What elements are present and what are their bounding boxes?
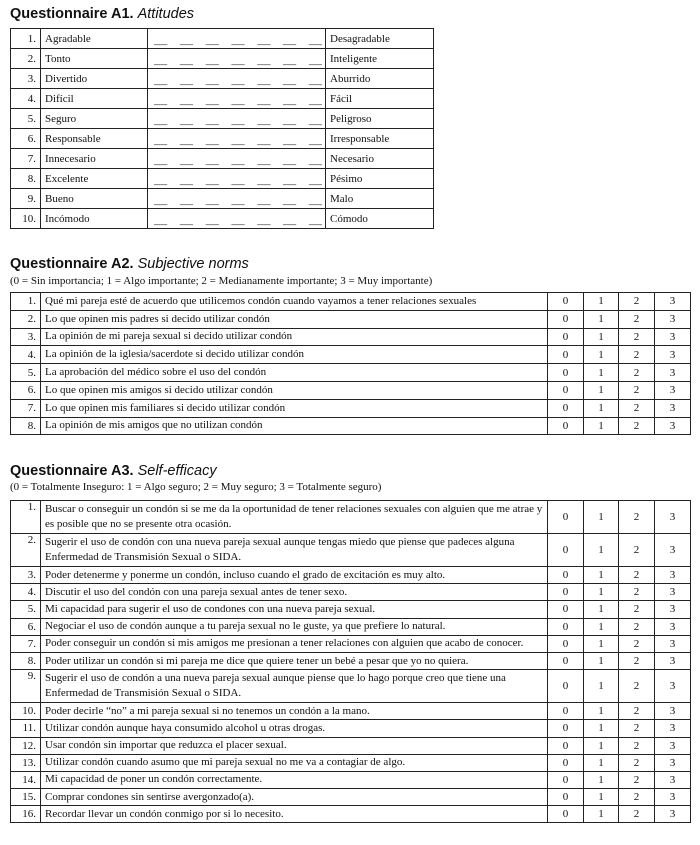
item-text: Poder detenerme y ponerme un condón, incluso cuando el grado de excitación es muy alto.: [41, 567, 548, 584]
score-option-3[interactable]: 3: [655, 328, 691, 346]
table-row: [11, 534, 691, 567]
item-number: 5.: [11, 601, 41, 618]
item-number: 14.: [11, 771, 41, 788]
score-option-2[interactable]: 2: [619, 381, 655, 399]
score-option-2[interactable]: 2: [619, 310, 655, 328]
item-text: Mi capacidad de poner un condón correctamente.: [41, 771, 548, 788]
a2-subjective-norms-table: [10, 292, 691, 435]
item-text: La opinión de la iglesia/sacerdote si decido utilizar condón: [41, 346, 548, 364]
score-option-1[interactable]: 1: [584, 584, 619, 601]
table-row: [11, 670, 691, 703]
item-text: La aprobación del médico sobre el uso del condón: [41, 364, 548, 382]
score-option-0[interactable]: 0: [548, 534, 584, 567]
item-text: Negociar el uso de condón aunque a tu pareja sexual no le guste, ya que prefiere lo natural.: [41, 618, 548, 635]
rating-blanks[interactable]: __ __ __ __ __ __ __: [148, 89, 326, 109]
item-number: 15.: [11, 789, 41, 806]
right-anchor: Cómodo: [326, 209, 434, 229]
score-option-3[interactable]: 3: [655, 737, 691, 754]
item-number: 1.: [11, 29, 41, 49]
score-option-2[interactable]: 2: [619, 806, 655, 823]
score-option-0[interactable]: 0: [548, 381, 584, 399]
right-anchor: Irresponsable: [326, 129, 434, 149]
table-row: [11, 618, 691, 635]
table-row: [11, 189, 434, 209]
score-option-2[interactable]: 2: [619, 584, 655, 601]
score-option-0[interactable]: 0: [548, 806, 584, 823]
left-anchor: Divertido: [41, 69, 148, 89]
item-number: 9.: [11, 670, 41, 703]
score-option-1[interactable]: 1: [584, 501, 619, 534]
a3-title-bold: Questionnaire A3.: [10, 463, 134, 479]
left-anchor: Excelente: [41, 169, 148, 189]
score-option-2[interactable]: 2: [619, 417, 655, 435]
table-row: [11, 737, 691, 754]
item-text: Lo que opinen mis amigos si decido utilizar condón: [41, 381, 548, 399]
item-number: 3.: [11, 328, 41, 346]
score-option-3[interactable]: 3: [655, 364, 691, 382]
score-option-2[interactable]: 2: [619, 293, 655, 311]
a2-title: [10, 256, 249, 272]
rating-blanks[interactable]: __ __ __ __ __ __ __: [148, 49, 326, 69]
left-anchor: Innecesario: [41, 149, 148, 169]
table-row: [11, 381, 691, 399]
item-text: Sugerir el uso de condón a una nueva pareja sexual aunque piense que lo hago porque creo que tiene una Enfermedad de Transmisión Sexual o SIDA.: [41, 670, 548, 703]
score-option-1[interactable]: 1: [584, 364, 619, 382]
score-option-2[interactable]: 2: [619, 771, 655, 788]
score-option-2[interactable]: 2: [619, 601, 655, 618]
score-option-3[interactable]: 3: [655, 789, 691, 806]
score-option-1[interactable]: 1: [584, 567, 619, 584]
score-option-3[interactable]: 3: [655, 501, 691, 534]
score-option-0[interactable]: 0: [548, 618, 584, 635]
item-text: Utilizar condón aunque haya consumido alcohol u otras drogas.: [41, 720, 548, 737]
item-number: 6.: [11, 618, 41, 635]
item-text: Poder conseguir un condón si mis amigos me presionan a tener relaciones con alguien que acabo de conocer.: [41, 635, 548, 652]
rating-blanks[interactable]: __ __ __ __ __ __ __: [148, 149, 326, 169]
table-row: [11, 293, 691, 311]
table-row: [11, 109, 434, 129]
table-row: [11, 49, 434, 69]
score-option-2[interactable]: 2: [619, 399, 655, 417]
item-text: Lo que opinen mis familiares si decido utilizar condón: [41, 399, 548, 417]
item-number: 9.: [11, 189, 41, 209]
score-option-1[interactable]: 1: [584, 346, 619, 364]
table-row: [11, 399, 691, 417]
score-option-1[interactable]: 1: [584, 534, 619, 567]
a3-self-efficacy-table: [10, 500, 691, 823]
score-option-1[interactable]: 1: [584, 399, 619, 417]
item-text: Sugerir el uso de condón con una nueva pareja sexual aunque tengas miedo que piense que padeces alguna Enfermedad de Transmisión Sexual o SIDA.: [41, 534, 548, 567]
left-anchor: Agradable: [41, 29, 148, 49]
item-number: 10.: [11, 703, 41, 720]
score-option-3[interactable]: 3: [655, 720, 691, 737]
score-option-3[interactable]: 3: [655, 346, 691, 364]
right-anchor: Peligroso: [326, 109, 434, 129]
item-number: 5.: [11, 109, 41, 129]
a3-scale-legend: (0 = Totalmente Inseguro: 1 = Algo seguro; 2 = Muy seguro; 3 = Totalmente seguro): [10, 481, 382, 493]
left-anchor: Incómodo: [41, 209, 148, 229]
right-anchor: Aburrido: [326, 69, 434, 89]
item-number: 10.: [11, 209, 41, 229]
score-option-0[interactable]: 0: [548, 771, 584, 788]
right-anchor: Desagradable: [326, 29, 434, 49]
table-row: [11, 417, 691, 435]
item-number: 16.: [11, 806, 41, 823]
score-option-2[interactable]: 2: [619, 534, 655, 567]
rating-blanks[interactable]: __ __ __ __ __ __ __: [148, 189, 326, 209]
item-number: 5.: [11, 364, 41, 382]
item-number: 11.: [11, 720, 41, 737]
table-row: [11, 209, 434, 229]
left-anchor: Tonto: [41, 49, 148, 69]
score-option-1[interactable]: 1: [584, 618, 619, 635]
left-anchor: Responsable: [41, 129, 148, 149]
table-row: [11, 601, 691, 618]
score-option-3[interactable]: 3: [655, 618, 691, 635]
table-row: [11, 129, 434, 149]
item-number: 7.: [11, 635, 41, 652]
score-option-3[interactable]: 3: [655, 771, 691, 788]
table-row: [11, 89, 434, 109]
item-number: 6.: [11, 129, 41, 149]
left-anchor: Bueno: [41, 189, 148, 209]
item-number: 2.: [11, 534, 41, 567]
score-option-2[interactable]: 2: [619, 737, 655, 754]
score-option-2[interactable]: 2: [619, 754, 655, 771]
right-anchor: Pésimo: [326, 169, 434, 189]
score-option-3[interactable]: 3: [655, 293, 691, 311]
item-text: Recordar llevar un condón conmigo por si lo necesito.: [41, 806, 548, 823]
item-text: Utilizar condón cuando asumo que mi pareja sexual no me va a contagiar de algo.: [41, 754, 548, 771]
item-text: Usar condón sin importar que reduzca el placer sexual.: [41, 737, 548, 754]
score-option-2[interactable]: 2: [619, 703, 655, 720]
item-number: 2.: [11, 49, 41, 69]
score-option-2[interactable]: 2: [619, 567, 655, 584]
table-row: [11, 346, 691, 364]
item-number: 6.: [11, 381, 41, 399]
score-option-2[interactable]: 2: [619, 635, 655, 652]
score-option-0[interactable]: 0: [548, 601, 584, 618]
item-number: 13.: [11, 754, 41, 771]
item-number: 8.: [11, 417, 41, 435]
item-text: Poder decirle “no” a mi pareja sexual si no tenemos un condón a la mano.: [41, 703, 548, 720]
rating-blanks[interactable]: __ __ __ __ __ __ __: [148, 209, 326, 229]
score-option-3[interactable]: 3: [655, 806, 691, 823]
item-number: 3.: [11, 567, 41, 584]
left-anchor: Seguro: [41, 109, 148, 129]
table-row: [11, 771, 691, 788]
right-anchor: Inteligente: [326, 49, 434, 69]
item-number: 4.: [11, 346, 41, 364]
table-row: [11, 69, 434, 89]
score-option-2[interactable]: 2: [619, 328, 655, 346]
score-option-0[interactable]: 0: [548, 584, 584, 601]
score-option-0[interactable]: 0: [548, 567, 584, 584]
table-row: [11, 806, 691, 823]
score-option-1[interactable]: 1: [584, 652, 619, 669]
item-number: 8.: [11, 652, 41, 669]
score-option-3[interactable]: 3: [655, 703, 691, 720]
score-option-1[interactable]: 1: [584, 806, 619, 823]
item-text: Buscar o conseguir un condón si se me da la oportunidad de tener relaciones sexuales con alguien que me atrae y es posible que no se presente otra ocasión.: [41, 501, 548, 534]
score-option-3[interactable]: 3: [655, 601, 691, 618]
score-option-0[interactable]: 0: [548, 720, 584, 737]
score-option-1[interactable]: 1: [584, 789, 619, 806]
score-option-2[interactable]: 2: [619, 670, 655, 703]
score-option-3[interactable]: 3: [655, 310, 691, 328]
score-option-0[interactable]: 0: [548, 670, 584, 703]
score-option-0[interactable]: 0: [548, 328, 584, 346]
a3-title-italic: Self-efficacy: [137, 463, 217, 479]
table-row: [11, 754, 691, 771]
score-option-2[interactable]: 2: [619, 346, 655, 364]
rating-blanks[interactable]: __ __ __ __ __ __ __: [148, 169, 326, 189]
score-option-3[interactable]: 3: [655, 754, 691, 771]
item-text: La opinión de mi pareja sexual si decido utilizar condón: [41, 328, 548, 346]
score-option-1[interactable]: 1: [584, 635, 619, 652]
table-row: [11, 29, 434, 49]
score-option-1[interactable]: 1: [584, 310, 619, 328]
a2-scale-legend: (0 = Sin importancia; 1 = Algo importante; 2 = Medianamente importante; 3 = Muy importante): [10, 275, 433, 287]
item-text: Poder utilizar un condón si mi pareja me dice que quiere tener un bebé a pesar que yo no quiera.: [41, 652, 548, 669]
score-option-2[interactable]: 2: [619, 501, 655, 534]
score-option-1[interactable]: 1: [584, 754, 619, 771]
score-option-2[interactable]: 2: [619, 364, 655, 382]
item-number: 12.: [11, 737, 41, 754]
score-option-1[interactable]: 1: [584, 381, 619, 399]
score-option-3[interactable]: 3: [655, 534, 691, 567]
score-option-3[interactable]: 3: [655, 584, 691, 601]
score-option-0[interactable]: 0: [548, 310, 584, 328]
score-option-1[interactable]: 1: [584, 417, 619, 435]
score-option-1[interactable]: 1: [584, 670, 619, 703]
score-option-2[interactable]: 2: [619, 720, 655, 737]
rating-blanks[interactable]: __ __ __ __ __ __ __: [148, 109, 326, 129]
score-option-2[interactable]: 2: [619, 789, 655, 806]
score-option-1[interactable]: 1: [584, 601, 619, 618]
table-row: [11, 364, 691, 382]
right-anchor: Malo: [326, 189, 434, 209]
table-row: [11, 652, 691, 669]
score-option-3[interactable]: 3: [655, 635, 691, 652]
score-option-0[interactable]: 0: [548, 501, 584, 534]
item-number: 4.: [11, 584, 41, 601]
right-anchor: Fácil: [326, 89, 434, 109]
a3-title: [10, 463, 217, 479]
score-option-0[interactable]: 0: [548, 346, 584, 364]
score-option-0[interactable]: 0: [548, 635, 584, 652]
table-row: [11, 567, 691, 584]
table-row: [11, 584, 691, 601]
item-number: 7.: [11, 149, 41, 169]
score-option-1[interactable]: 1: [584, 328, 619, 346]
score-option-2[interactable]: 2: [619, 652, 655, 669]
score-option-3[interactable]: 3: [655, 417, 691, 435]
right-anchor: Necesario: [326, 149, 434, 169]
score-option-1[interactable]: 1: [584, 293, 619, 311]
score-option-0[interactable]: 0: [548, 754, 584, 771]
rating-blanks[interactable]: __ __ __ __ __ __ __: [148, 129, 326, 149]
item-text: Mi capacidad para sugerir el uso de condones con una nueva pareja sexual.: [41, 601, 548, 618]
left-anchor: Difícil: [41, 89, 148, 109]
score-option-1[interactable]: 1: [584, 703, 619, 720]
score-option-3[interactable]: 3: [655, 399, 691, 417]
score-option-0[interactable]: 0: [548, 789, 584, 806]
table-row: [11, 789, 691, 806]
score-option-0[interactable]: 0: [548, 364, 584, 382]
a1-title: [10, 6, 194, 22]
item-text: La opinión de mis amigos que no utilizan condón: [41, 417, 548, 435]
item-text: Comprar condones sin sentirse avergonzado(a).: [41, 789, 548, 806]
score-option-3[interactable]: 3: [655, 381, 691, 399]
table-row: [11, 328, 691, 346]
item-text: Lo que opinen mis padres si decido utilizar condón: [41, 310, 548, 328]
item-number: 4.: [11, 89, 41, 109]
score-option-0[interactable]: 0: [548, 293, 584, 311]
score-option-3[interactable]: 3: [655, 652, 691, 669]
a2-title-bold: Questionnaire A2.: [10, 256, 134, 272]
score-option-2[interactable]: 2: [619, 618, 655, 635]
score-option-1[interactable]: 1: [584, 737, 619, 754]
table-row: [11, 310, 691, 328]
table-row: [11, 720, 691, 737]
rating-blanks[interactable]: __ __ __ __ __ __ __: [148, 29, 326, 49]
item-text: Qué mi pareja esté de acuerdo que utilicemos condón cuando vayamos a tener relaciones sexuales: [41, 293, 548, 311]
score-option-0[interactable]: 0: [548, 417, 584, 435]
table-row: [11, 703, 691, 720]
a2-title-italic: Subjective norms: [137, 256, 249, 272]
a1-title-bold: Questionnaire A1.: [10, 6, 134, 22]
score-option-0[interactable]: 0: [548, 737, 584, 754]
item-number: 2.: [11, 310, 41, 328]
score-option-0[interactable]: 0: [548, 652, 584, 669]
score-option-3[interactable]: 3: [655, 670, 691, 703]
a1-title-italic: Attitudes: [137, 6, 195, 22]
item-number: 1.: [11, 501, 41, 534]
score-option-3[interactable]: 3: [655, 567, 691, 584]
score-option-0[interactable]: 0: [548, 703, 584, 720]
item-text: Discutir el uso del condón con una pareja sexual antes de tener sexo.: [41, 584, 548, 601]
table-row: [11, 169, 434, 189]
item-number: 7.: [11, 399, 41, 417]
a1-attitudes-table: [10, 28, 434, 229]
item-number: 1.: [11, 293, 41, 311]
item-number: 8.: [11, 169, 41, 189]
score-option-1[interactable]: 1: [584, 720, 619, 737]
item-number: 3.: [11, 69, 41, 89]
rating-blanks[interactable]: __ __ __ __ __ __ __: [148, 69, 326, 89]
table-row: [11, 149, 434, 169]
table-row: [11, 501, 691, 534]
score-option-0[interactable]: 0: [548, 399, 584, 417]
table-row: [11, 635, 691, 652]
score-option-1[interactable]: 1: [584, 771, 619, 788]
